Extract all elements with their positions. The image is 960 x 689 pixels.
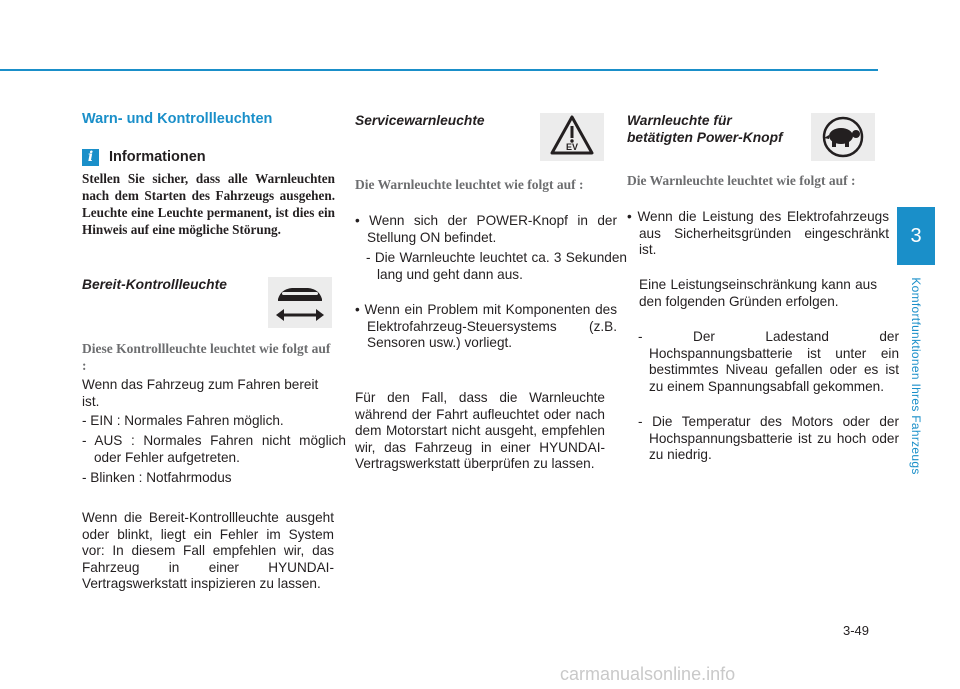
- chapter-label: Komfortfunktionen Ihres Fahrzeugs: [909, 277, 923, 475]
- bereit-subheading: Diese Kontrollleuchte leuchtet wie folgt auf :: [82, 341, 331, 373]
- section-title: Warn- und Kontrollleuchten: [82, 111, 273, 127]
- bereit-icon-box: [268, 277, 332, 328]
- service-bullet-1: • Wenn sich der POWER-Knopf in der Stellung ON befindet.: [355, 213, 617, 245]
- info-label: Informationen: [109, 149, 206, 165]
- info-icon: i: [82, 149, 99, 166]
- service-bullet-2: • Wenn ein Problem mit Komponenten des Elektrofahrzeug-Steuersystems (z.B. Sensoren usw.) vorliegt.: [355, 302, 617, 350]
- ev-warning-icon: [540, 113, 604, 161]
- service-title: Servicewarnleuchte: [355, 113, 485, 128]
- header-rule: [0, 69, 878, 71]
- service-subheading: Die Warnleuchte leuchtet wie folgt auf :: [355, 177, 584, 192]
- bereit-item-2: - AUS : Normales Fahren nicht möglich oder Fehler aufgetreten.: [82, 433, 346, 465]
- bereit-intro: Wenn das Fahrzeug zum Fahren bereit ist.: [82, 377, 319, 409]
- service-paragraph: Für den Fall, dass die Warnleuchte während der Fahrt aufleuchtet oder nach dem Motorstart nicht ausgeht, empfehlen wir, das Fahrzeug in einer HYUNDAI-Vertragswerkstatt überprüfen zu lassen.: [355, 390, 605, 471]
- info-heading: [82, 148, 206, 166]
- power-icon-box: [811, 113, 875, 161]
- service-dash-1: - Die Warnleuchte leuchtet ca. 3 Sekunden lang und geht dann aus.: [366, 250, 627, 282]
- power-subheading: Die Warnleuchte leuchtet wie folgt auf :: [627, 173, 856, 188]
- bereit-title: Bereit-Kontrollleuchte: [82, 277, 227, 292]
- power-dash-1: - Der Ladestand der Hochspannungsbatterie ist unter ein bestimmtes Niveau gefallen oder es ist zu einem Spannungsabfall gekommen.: [638, 329, 899, 394]
- car-arrows-icon: [268, 277, 332, 328]
- power-bullet-1: • Wenn die Leistung des Elektrofahrzeugs aus Sicherheitsgründen eingeschränkt ist.: [627, 209, 889, 257]
- info-text: Stellen Sie sicher, dass alle Warnleuchten nach dem Starten des Fahrzeugs ausgehen. Leuchte eine Leuchte permanent, ist dies ein Hinweis auf eine mögliche Störung.: [82, 171, 335, 237]
- power-continuation: Eine Leistungseinschränkung kann aus den folgenden Gründen erfolgen.: [639, 277, 877, 309]
- ev-icon-text: EV: [565, 142, 578, 152]
- power-title-line1: Warnleuchte für: [627, 113, 732, 128]
- bereit-item-1: - EIN : Normales Fahren möglich.: [82, 413, 284, 428]
- turtle-icon: [811, 113, 875, 161]
- bereit-item-3: - Blinken : Notfahrmodus: [82, 470, 232, 485]
- power-dash-2: - Die Temperatur des Motors oder der Hochspannungsbatterie ist zu hoch oder zu niedrig.: [638, 414, 899, 462]
- bereit-paragraph: Wenn die Bereit-Kontrollleuchte ausgeht oder blinkt, liegt ein Fehler im System vor: In diesem Fall empfehlen wir, das Fahrzeug in einer HYUNDAI-Vertragswerkstatt inspizieren zu lassen.: [82, 510, 334, 591]
- watermark: carmanualsonline.info: [560, 664, 736, 684]
- page-number: 3-49: [843, 623, 870, 638]
- service-icon-box: [540, 113, 604, 161]
- power-title-line2: betätigten Power-Knopf: [627, 130, 783, 145]
- chapter-tab: 3: [897, 207, 935, 265]
